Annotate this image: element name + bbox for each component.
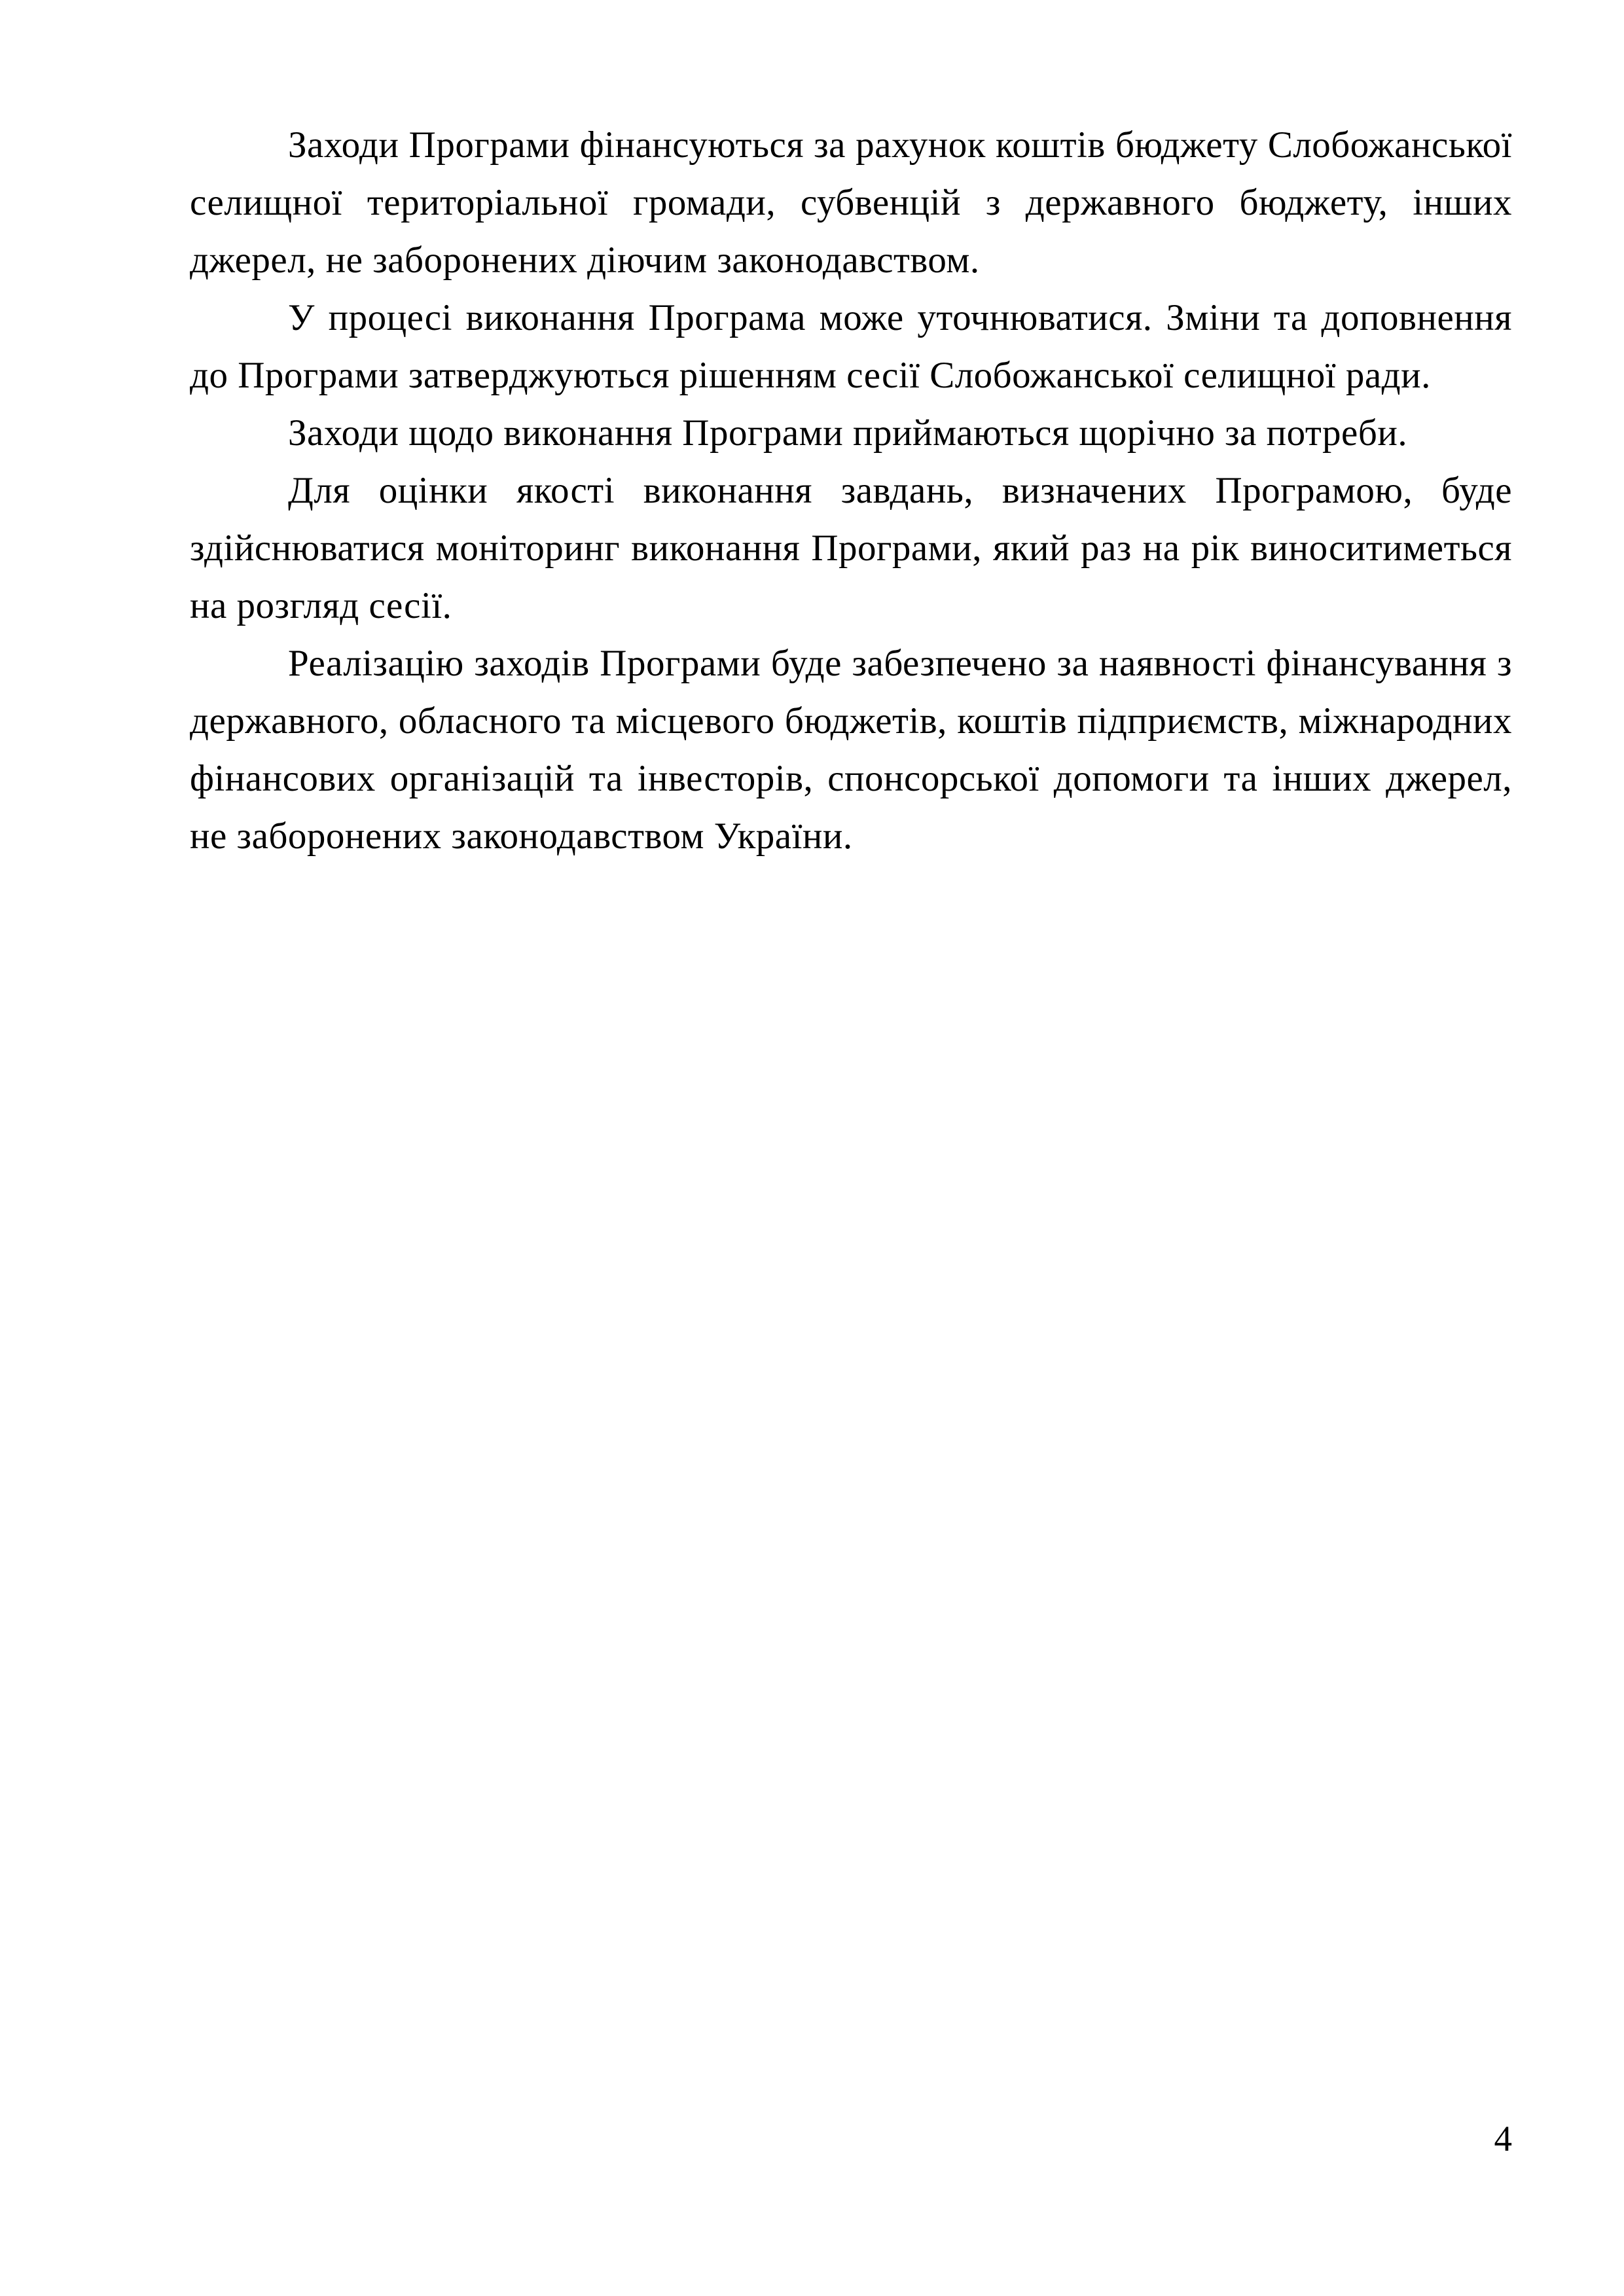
body-paragraph: Для оцінки якості виконання завдань, визначених Програмою, буде здійснюватися моніторинг виконання Програми, який раз на рік виноситиметься на розгляд сесії. (190, 470, 1512, 626)
document-body (190, 117, 1512, 865)
body-paragraph: У процесі виконання Програма може уточнюватися. Зміни та доповнення до Програми затверджуються рішенням сесії Слобожанської селищної ради. (190, 297, 1512, 396)
body-paragraph: Заходи щодо виконання Програми приймаються щорічно за потреби. (288, 412, 1408, 454)
page-number: 4 (1494, 2119, 1512, 2159)
body-paragraph: Заходи Програми фінансуються за рахунок коштів бюджету Слобожанської селищної територіальної громади, субвенцій з державного бюджету, інших джерел, не заборонених діючим законодавством. (190, 124, 1512, 281)
body-paragraph: Реалізацію заходів Програми буде забезпечено за наявності фінансування з державного, обласного та місцевого бюджетів, коштів підприємств, міжнародних фінансових організацій та інвесторів, спонсорської допомоги та інших джерел, не заборонених законодавством України. (190, 643, 1512, 857)
